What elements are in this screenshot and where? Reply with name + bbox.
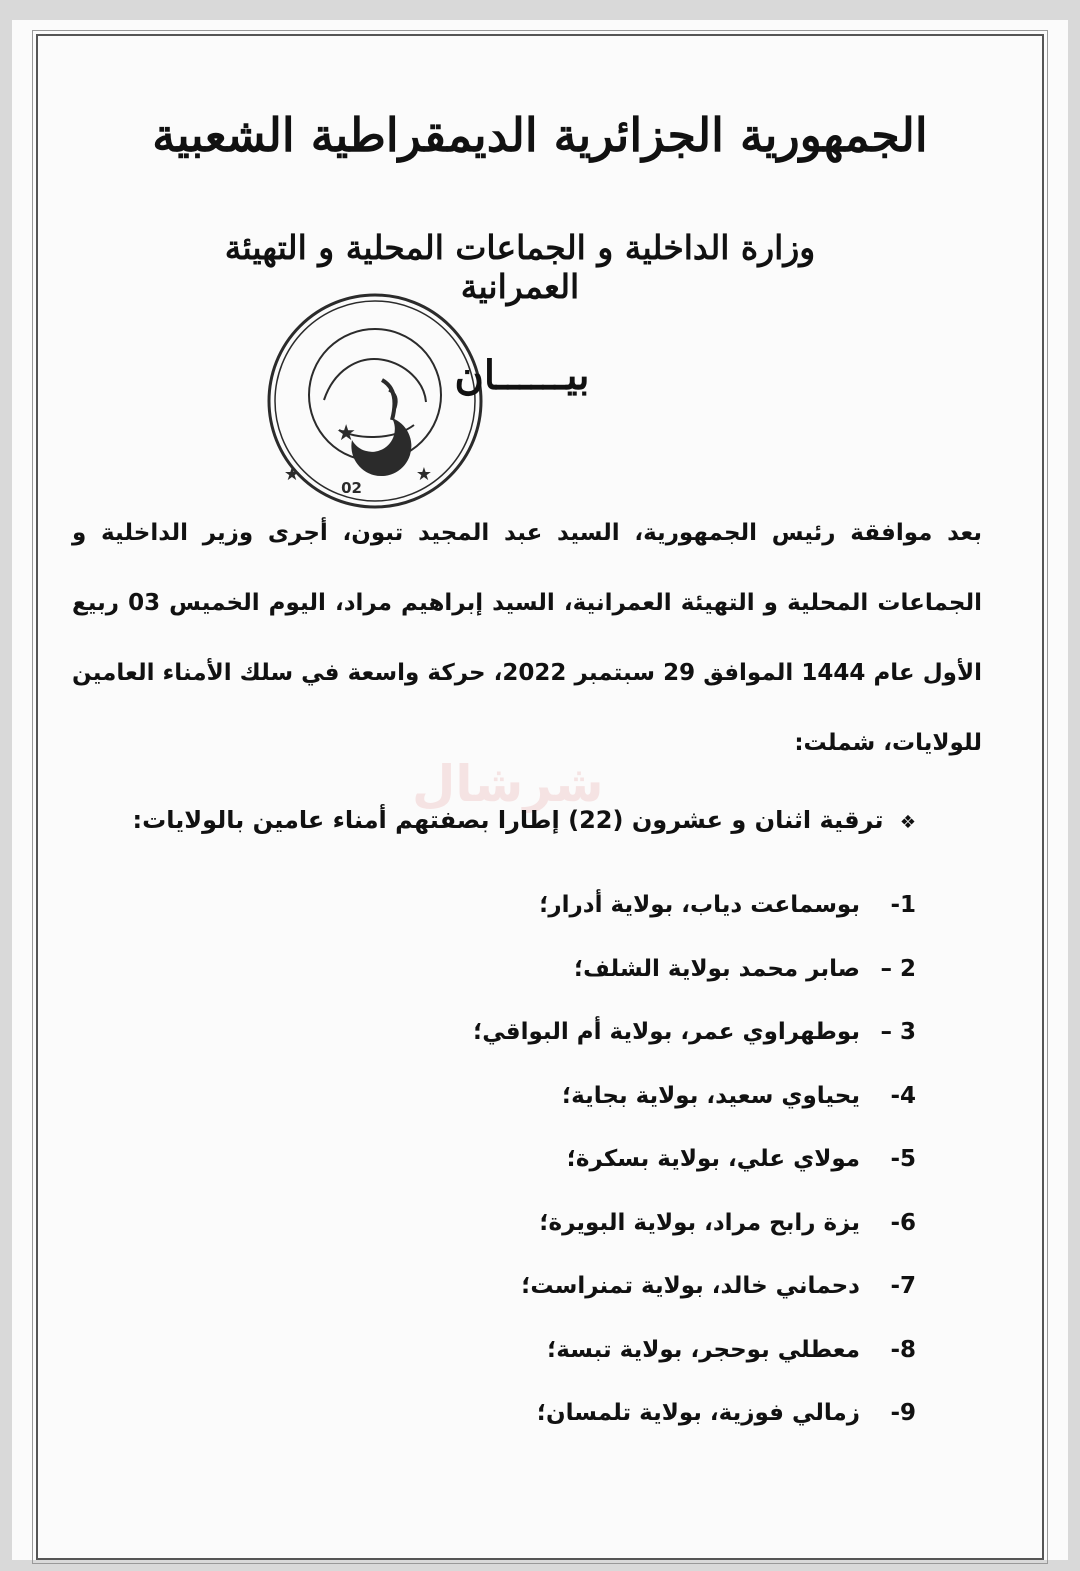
seal-number: 02 (341, 479, 362, 497)
promotion-heading (72, 806, 916, 834)
list-item (396, 1273, 916, 1337)
item-number: 5- (890, 1146, 916, 1172)
item-text: بوسماعت دياب، بولاية أدرار؛ (539, 892, 860, 918)
document-page (12, 20, 1068, 1560)
list-item (396, 956, 916, 1020)
item-number: 6- (890, 1209, 916, 1236)
list-item (396, 1019, 916, 1083)
item-number: 4- (890, 1082, 916, 1109)
item-number: 1- (890, 892, 916, 918)
list-item (396, 1210, 916, 1274)
bullet-icon: ❖ (899, 812, 916, 833)
watermark: شرشال (412, 755, 604, 813)
list-item (396, 1146, 916, 1210)
item-text: صابر محمد بولاية الشلف؛ (573, 955, 860, 982)
item-text: مولاي علي، بولاية بسكرة؛ (566, 1146, 860, 1172)
svg-text:★: ★ (415, 464, 432, 485)
announcement-paragraph: بعد موافقة رئيس الجمهورية، السيد عبد المجيد تبون، أجرى وزير الداخلية و الجماعات المحلية و التهيئة العمرانية، السيد إبراهيم مراد، اليوم الخميس 03 ربيع الأول عام 1444 الموافق 29 سبتمبر 2022، حركة واسعة في سلك الأمناء العامين للولايات، شملت: (72, 520, 983, 756)
item-number: 7- (890, 1273, 916, 1299)
republic-title: الجمهورية الجزائرية الديمقراطية الشعبية (152, 108, 928, 162)
item-text: دحماني خالد، بولاية تمنراست؛ (521, 1273, 860, 1299)
item-number: 9- (890, 1400, 916, 1426)
item-text: يزة رابح مراد، بولاية البويرة؛ (539, 1209, 860, 1236)
item-number: 3 – (880, 1019, 916, 1045)
list-item (396, 1400, 916, 1464)
item-number: 8- (890, 1336, 916, 1363)
statement-title: بيــــــان (454, 352, 590, 399)
svg-text:★: ★ (336, 421, 356, 446)
svg-text:★: ★ (283, 464, 300, 485)
list-item (396, 1337, 916, 1401)
item-text: بوطهراوي عمر، بولاية أم البواقي؛ (473, 1019, 860, 1045)
promotion-list (396, 892, 916, 1464)
ministry-title: وزارة الداخلية و الجماعات المحلية و التهيئة العمرانية (224, 228, 816, 306)
item-text: زمالي فوزية، بولاية تلمسان؛ (536, 1400, 860, 1426)
official-seal (264, 290, 486, 512)
item-text: معطلي بوحجر، بولاية تبسة؛ (547, 1336, 860, 1363)
item-text: يحياوي سعيد، بولاية بجاية؛ (561, 1082, 860, 1109)
list-item (396, 892, 916, 956)
promotion-heading-text: ترقية اثنان و عشرون (22) إطارا بصفتهم أمناء عامين بالولايات: (132, 806, 884, 834)
item-number: 2 – (880, 955, 916, 982)
list-item (396, 1083, 916, 1147)
